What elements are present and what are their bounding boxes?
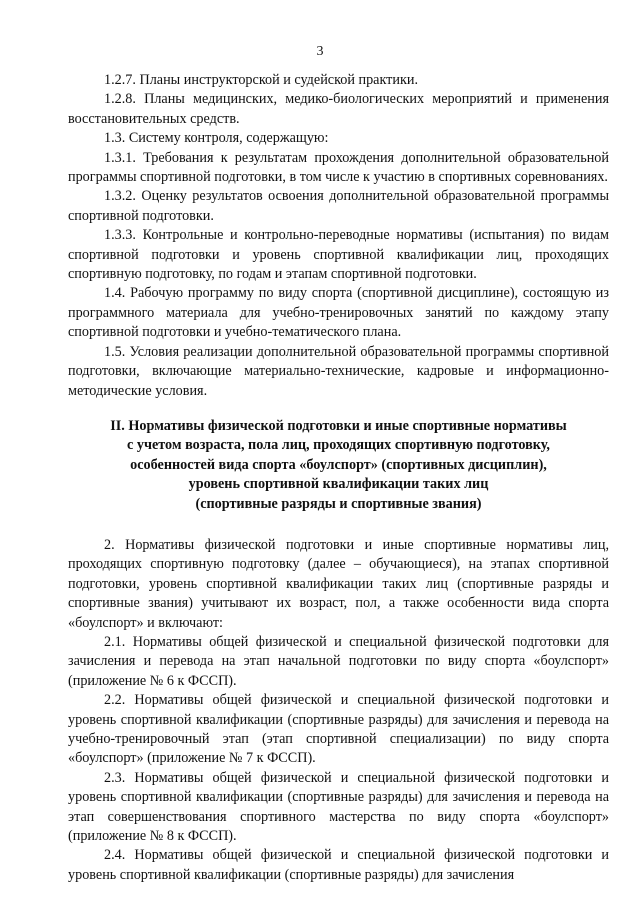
section-heading-line: особенностей вида спорта «боулспорт» (спортивных дисциплин), bbox=[130, 456, 547, 473]
section-heading-line: уровень спортивной квалификации таких лиц bbox=[188, 476, 489, 493]
section-heading-line: с учетом возраста, пола лиц, проходящих спортивную подготовку, bbox=[127, 437, 550, 454]
paragraph-1-3: 1.3. Систему контроля, содержащую: bbox=[104, 130, 329, 147]
paragraph-2: 2. Нормативы физической подготовки и иные спортивные нормативы лиц, проходящих спортивную подготовку (далее – обучающиеся), на этапах спортивной подготовки, уровень спортивной квалификации таких лиц (спортивные разряды и спортивные звания) учитывают их возраст, пол, а также особенности вида спорта «боулспорт» и включают: bbox=[68, 536, 609, 631]
section-heading-line: (спортивные разряды и спортивные звания) bbox=[195, 495, 482, 512]
section-heading bbox=[68, 417, 609, 514]
section-heading-line: II. Нормативы физической подготовки и иные спортивные нормативы bbox=[110, 417, 567, 434]
page-number: 3 bbox=[316, 44, 324, 59]
paragraph-1-5: 1.5. Условия реализации дополнительной образовательной программы спортивной подготовки, включающие материально-технические, кадровые и информационно-методические условия. bbox=[68, 343, 609, 399]
paragraph-2-3: 2.3. Нормативы общей физической и специальной физической подготовки и уровень спортивной квалификации (спортивные разряды) для зачисления и перевода на этап совершенствования спортивного мастерства по виду спорта «боулспорт» (приложение № 8 к ФССП). bbox=[68, 769, 609, 845]
paragraph-1-3-3: 1.3.3. Контрольные и контрольно-переводные нормативы (испытания) по видам спортивной подготовки и уровень спортивной квалификации лиц, проходящих спортивную подготовку, по годам и этапам спортивной подготовки. bbox=[68, 227, 609, 283]
paragraph-2-2: 2.2. Нормативы общей физической и специальной физической подготовки и уровень спортивной квалификации (спортивные разряды) для зачисления и перевода на учебно-тренировочный этап (этап спортивной специализации) по виду спорта «боулспорт» (приложение № 7 к ФССП). bbox=[68, 692, 609, 767]
paragraph-1-2-7: 1.2.7. Планы инструкторской и судейской практики. bbox=[104, 72, 418, 88]
paragraph-2-1: 2.1. Нормативы общей физической и специальной физической подготовки для зачисления и перевода на этап начальной подготовки по виду спорта «боулспорт» (приложение № 6 к ФССП). bbox=[68, 633, 609, 689]
paragraph-1-3-1: 1.3.1. Требования к результатам прохождения дополнительной образовательной программы спортивной подготовки, в том числе к участию в спортивных соревнованиях. bbox=[68, 149, 609, 186]
paragraph-1-2-8: 1.2.8. Планы медицинских, медико-биологических мероприятий и применения восстановительных средств. bbox=[68, 91, 609, 127]
paragraph-2-4: 2.4. Нормативы общей физической и специальной физической подготовки и уровень спортивной квалификации (спортивные разряды) для зачисления bbox=[68, 847, 609, 883]
paragraph-1-4: 1.4. Рабочую программу по виду спорта (спортивной дисциплине), состоящую из программного материала для учебно-тренировочных занятий по каждому этапу спортивной подготовки и учебно-тематического плана. bbox=[68, 285, 609, 341]
paragraph-1-3-2: 1.3.2. Оценку результатов освоения дополнительной образовательной программы спортивной подготовки. bbox=[68, 188, 609, 224]
document-body bbox=[68, 71, 609, 885]
